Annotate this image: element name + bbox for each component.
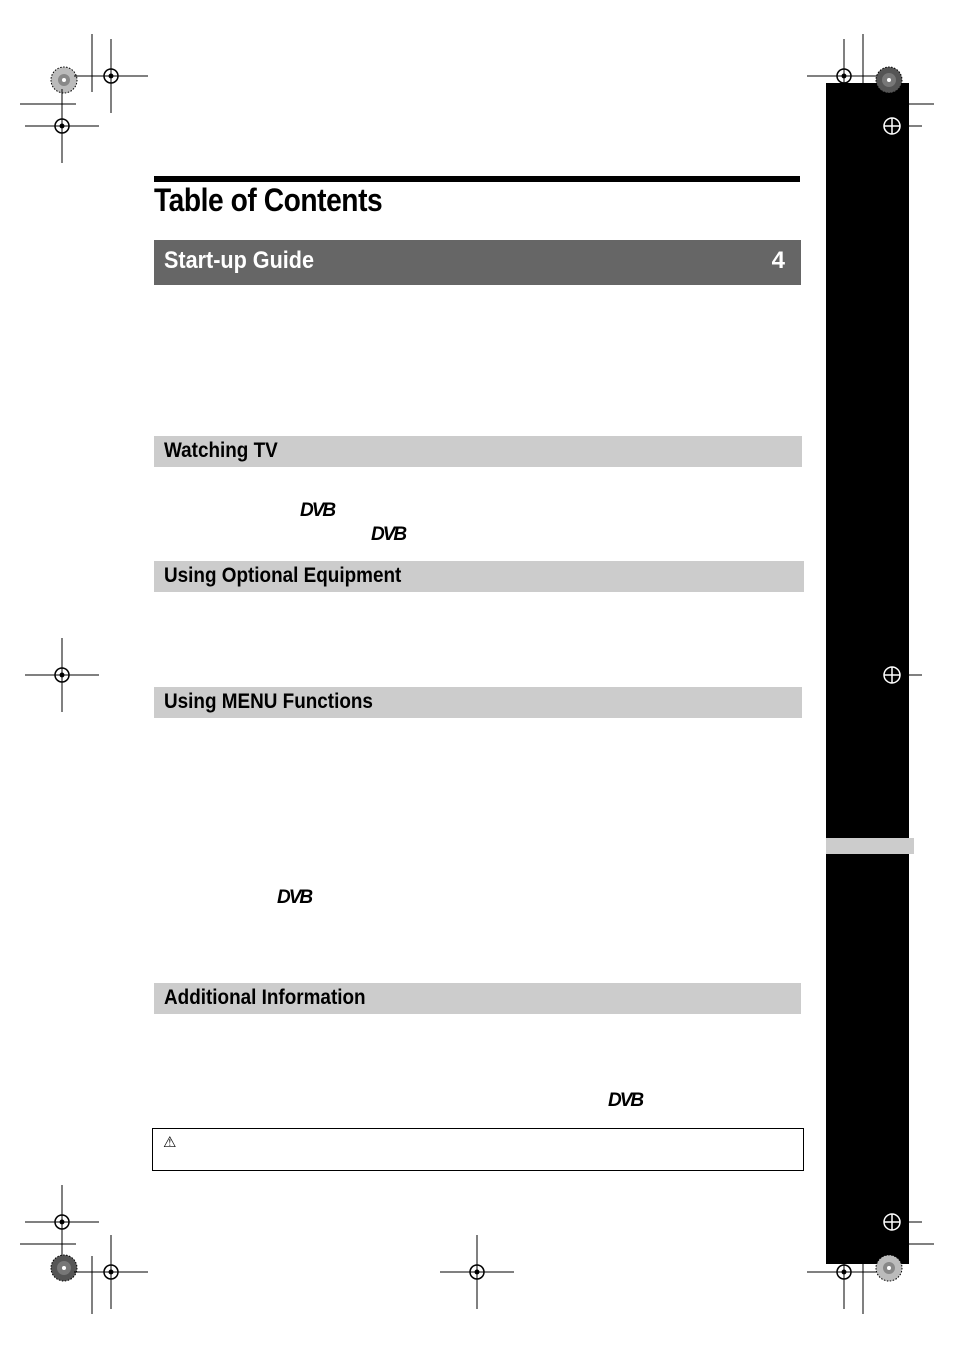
section-label: Using Optional Equipment [164,564,402,587]
section-page-number: 4 [771,247,785,274]
section-label: Additional Information [164,986,366,1009]
dvb-logo: DVB [371,524,406,545]
section-label: Start-up Guide [164,247,315,274]
dvb-logo: DVB [608,1090,643,1111]
dvb-logo: DVB [277,887,312,908]
dvb-logo: DVB [300,500,335,521]
warning-triangle-icon: ⚠ [163,1134,177,1151]
page-title: Table of Contents [154,182,383,218]
section-label: Using MENU Functions [164,690,373,713]
section-label: Watching TV [164,439,278,462]
